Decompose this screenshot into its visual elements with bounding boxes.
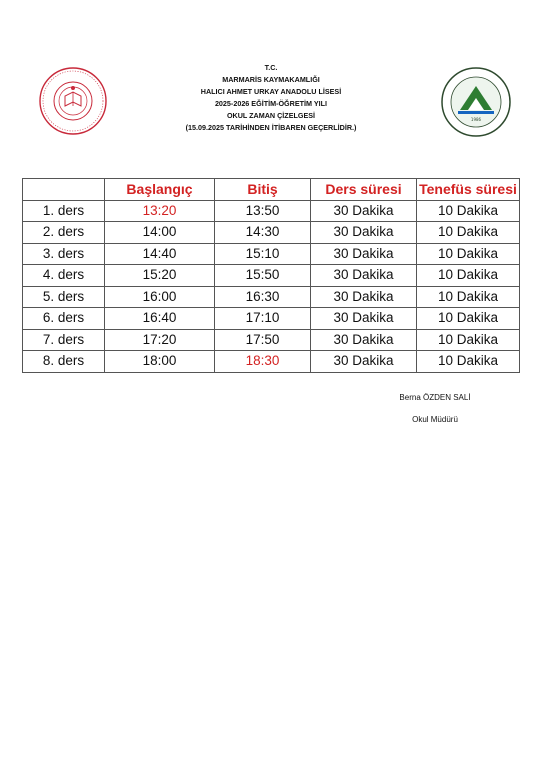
- lesson-start: 13:20: [105, 200, 215, 222]
- lesson-end: 14:30: [215, 222, 311, 244]
- break-duration: 10 Dakika: [417, 222, 520, 244]
- break-duration: 10 Dakika: [417, 286, 520, 308]
- lesson-start: 14:00: [105, 222, 215, 244]
- lesson-start: 16:40: [105, 308, 215, 330]
- table-row: [23, 286, 520, 308]
- lesson-duration: 30 Dakika: [311, 351, 417, 373]
- lesson-duration: 30 Dakika: [311, 286, 417, 308]
- lesson-duration: 30 Dakika: [311, 243, 417, 265]
- lesson-start: 15:20: [105, 265, 215, 287]
- table-header-row: [23, 179, 520, 201]
- table-row: [23, 351, 520, 373]
- signature-name: Berna ÖZDEN SALİ: [399, 393, 471, 402]
- break-duration: 10 Dakika: [417, 265, 520, 287]
- lesson-start: 18:00: [105, 351, 215, 373]
- break-duration: 10 Dakika: [417, 351, 520, 373]
- lesson-start: 17:20: [105, 329, 215, 351]
- lesson-duration: 30 Dakika: [311, 200, 417, 222]
- lesson-label: 4. ders: [23, 265, 105, 287]
- header-cell-end: Bitiş: [215, 179, 311, 201]
- lesson-duration: 30 Dakika: [311, 329, 417, 351]
- break-duration: 10 Dakika: [417, 243, 520, 265]
- break-duration: 10 Dakika: [417, 308, 520, 330]
- school-logo-icon: [440, 66, 512, 138]
- lesson-label: 2. ders: [23, 222, 105, 244]
- lesson-duration: 30 Dakika: [311, 265, 417, 287]
- lesson-label: 5. ders: [23, 286, 105, 308]
- signature-title: Okul Müdürü: [412, 415, 458, 424]
- table-row: [23, 243, 520, 265]
- table-row: [23, 308, 520, 330]
- header-line-school: HALICI AHMET URKAY ANADOLU LİSESİ: [200, 87, 342, 96]
- header-cell-start: Başlangıç: [105, 179, 215, 201]
- header-line-country: T.C.: [264, 63, 278, 72]
- lesson-label: 1. ders: [23, 200, 105, 222]
- lesson-label: 7. ders: [23, 329, 105, 351]
- break-duration: 10 Dakika: [417, 200, 520, 222]
- header-line-title: OKUL ZAMAN ÇİZELGESİ: [226, 111, 316, 120]
- lesson-end: 16:30: [215, 286, 311, 308]
- school-logo-year: 1986: [470, 117, 482, 122]
- lesson-start: 16:00: [105, 286, 215, 308]
- header-cell-break: Tenefüs süresi: [417, 179, 520, 201]
- header-line-validity: (15.09.2025 TARİHİNDEN İTİBAREN GEÇERLİDİR.): [185, 123, 357, 132]
- lesson-duration: 30 Dakika: [311, 222, 417, 244]
- table-row: [23, 329, 520, 351]
- lesson-end: 17:10: [215, 308, 311, 330]
- break-duration: 10 Dakika: [417, 329, 520, 351]
- lesson-end: 15:50: [215, 265, 311, 287]
- lesson-label: 8. ders: [23, 351, 105, 373]
- header-line-year: 2025-2026 EĞİTİM-ÖĞRETİM YILI: [214, 99, 328, 108]
- lesson-end: 13:50: [215, 200, 311, 222]
- schedule-table: [22, 178, 520, 373]
- ministry-seal-icon: [38, 66, 108, 136]
- header-line-district: MARMARİS KAYMAKAMLIĞI: [222, 75, 320, 84]
- lesson-start: 14:40: [105, 243, 215, 265]
- lesson-end: 15:10: [215, 243, 311, 265]
- lesson-label: 6. ders: [23, 308, 105, 330]
- lesson-end: 17:50: [215, 329, 311, 351]
- table-row: [23, 200, 520, 222]
- table-row: [23, 265, 520, 287]
- lesson-end: 18:30: [215, 351, 311, 373]
- header-cell-duration: Ders süresi: [311, 179, 417, 201]
- table-row: [23, 222, 520, 244]
- header-cell-empty: [23, 179, 105, 201]
- lesson-label: 3. ders: [23, 243, 105, 265]
- lesson-duration: 30 Dakika: [311, 308, 417, 330]
